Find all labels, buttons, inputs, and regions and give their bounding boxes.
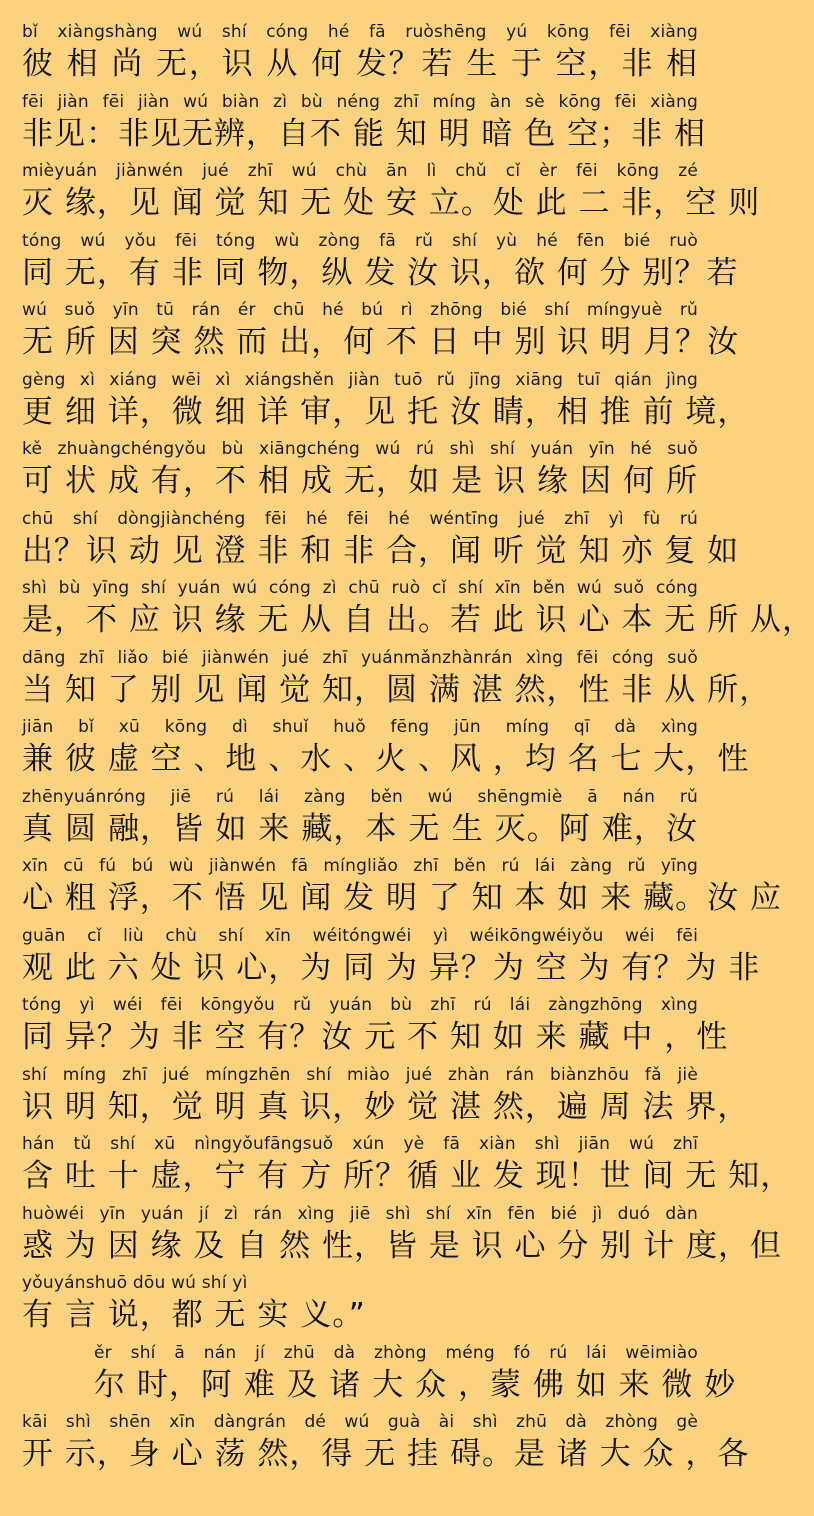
text-line: [22, 995, 729, 1065]
pinyin-annotation: chū shí dòngjiànchéng fēi hé fēi hé wéntīng jué zhī yì fù rú: [22, 508, 698, 529]
text-line: [22, 578, 814, 648]
pinyin-annotation: tóng wú yǒu fēi tóng wù zòng fā rǔ shí yù hé fēn bié ruò: [22, 230, 698, 251]
chinese-text: 彼 相 尚 无，识 从 何 发？若 生 于 空，非 相: [22, 46, 698, 82]
chinese-text: 观 此 六 处 识 心，为 同 为 异？为 空 为 有？为 非: [22, 949, 761, 986]
text-line: [22, 369, 750, 440]
chinese-text: 灭 缘，见 闻 觉 知 无 处 安 立。处 此 二 非，空 则: [22, 185, 761, 221]
chinese-text: 出？识 动 见 澄 非 和 非 合，闻 听 觉 知 亦 复 如: [22, 532, 740, 569]
pinyin-annotation: jiān bǐ xū kōng dì shuǐ huǒ fēng jūn míng qī dà xìng: [22, 717, 698, 737]
text-line: [22, 1203, 782, 1274]
text-line: [22, 22, 698, 92]
text-line: [22, 717, 750, 787]
text-body: [22, 22, 814, 1482]
text-line: [22, 925, 761, 996]
text-line: [22, 91, 706, 162]
chinese-text: 可 状 成 有，不 相 成 无，如 是 识 缘 因 何 所: [22, 463, 698, 499]
pinyin-annotation: shì bù yīng shí yuán wú cóng zì chū ruò cǐ shí xīn běn wú suǒ cóng: [22, 578, 698, 598]
chinese-text: 尔 时，阿 难 及 诸 大 众 ，蒙 佛 如 来 微 妙: [94, 1366, 737, 1403]
text-line: [22, 508, 740, 579]
pinyin-annotation: kě zhuàngchéngyǒu bù xiāngchéng wú rú shì shí yuán yīn hé suǒ: [22, 439, 698, 459]
chinese-text: 真 圆 融，皆 如 来 藏，本 无 生 灭。阿 难，汝: [22, 810, 698, 847]
text-line: [22, 300, 740, 370]
pinyin-annotation: bǐ xiàngshàng wú shí cóng hé fā ruòshēng yú kōng fēi xiàng: [22, 22, 698, 42]
pinyin-annotation: mièyuán jiànwén jué zhī wú chù ān lì chǔ cǐ èr fēi kōng zé: [22, 161, 698, 181]
chinese-text: 惑 为 因 缘 及 自 然 性，皆 是 识 心 分 别 计 度，但: [22, 1227, 782, 1264]
chinese-text: 识 明 知，觉 明 真 识，妙 觉 湛 然，遍 周 法 界，: [22, 1088, 750, 1125]
text-line: [22, 1273, 698, 1343]
text-line: [22, 1134, 793, 1204]
text-line: [22, 856, 782, 926]
pinyin-annotation: wú suǒ yīn tū rán ér chū hé bú rì zhōng bié shí míngyuè rǔ: [22, 300, 698, 320]
chinese-text: 含 吐 十 虚，宁 有 方 所？循 业 发 现！世 间 无 知，: [22, 1158, 793, 1194]
chinese-text: 开 示，身 心 荡 然，得 无 挂 碍。是 诸 大 众 ，各: [22, 1436, 750, 1472]
chinese-text: 同 无，有 非 同 物，纵 发 汝 识，欲 何 分 别？若: [22, 254, 739, 291]
chinese-text: 当 知 了 别 见 闻 觉 知，圆 满 湛 然，性 非 从 所，: [22, 671, 772, 708]
text-line: [22, 1412, 750, 1482]
chinese-text: 非见：非见无辨，自不 能 知 明 暗 色 空；非 相: [22, 115, 706, 152]
chinese-text: 无 所 因 突 然 而 出，何 不 日 中 别 识 明 月？汝: [22, 324, 740, 360]
text-line: [22, 647, 772, 718]
chinese-text: 更 细 详，微 细 详 审，见 托 汝 睛，相 推 前 境，: [22, 393, 750, 430]
pinyin-annotation: zhēnyuánróng jiē rú lái zàng běn wú shēngmiè ā nán rǔ: [22, 786, 698, 807]
pinyin-annotation: ěr shí ā nán jí zhū dà zhòng méng fó rú lái wēimiào: [94, 1342, 698, 1363]
chinese-text: 有 言 说，都 无 实 义。”: [22, 1297, 366, 1333]
text-line: [22, 230, 739, 301]
chinese-text: 心 粗 浮，不 悟 见 闻 发 明 了 知 本 如 来 藏。汝 应: [22, 880, 782, 916]
pinyin-annotation: xīn cū fú bú wù jiànwén fā míngliǎo zhī běn rú lái zàng rǔ yīng: [22, 856, 698, 876]
pinyin-annotation: hán tǔ shí xū nìngyǒufāngsuǒ xún yè fā xiàn shì jiān wú zhī: [22, 1134, 698, 1154]
pinyin-annotation: kāi shì shēn xīn dàngrán dé wú guà ài shì zhū dà zhòng gè: [22, 1412, 698, 1432]
text-line: [22, 439, 698, 509]
pinyin-annotation: tóng yì wéi fēi kōngyǒu rǔ yuán bù zhī rú lái zàngzhōng xìng: [22, 995, 698, 1015]
pinyin-annotation: gèng xì xiáng wēi xì xiángshěn jiàn tuō rǔ jīng xiāng tuī qián jìng: [22, 369, 698, 390]
text-line: [22, 1342, 737, 1413]
pinyin-annotation: dāng zhī liǎo bié jiànwén jué zhī yuánmǎnzhànrán xìng fēi cóng suǒ: [22, 647, 698, 668]
text-line: [22, 787, 698, 857]
chinese-text: 是，不 应 识 缘 无 从 自 出。若 此 识 心 本 无 所 从，: [22, 602, 814, 638]
pinyin-annotation: shí míng zhī jué míngzhēn shí miào jué zhàn rán biànzhōu fǎ jiè: [22, 1064, 698, 1085]
chinese-text: 兼 彼 虚 空 、地 、水 、火 、风 ，均 名 七 大，性: [22, 741, 750, 777]
pinyin-annotation: fēi jiàn fēi jiàn wú biàn zì bù néng zhī míng àn sè kōng fēi xiàng: [22, 91, 698, 112]
text-line: [22, 1064, 750, 1135]
text-line: [22, 161, 761, 231]
pinyin-annotation: guān cǐ liù chù shí xīn wéitóngwéi yì wéikōngwéiyǒu wéi fēi: [22, 925, 698, 946]
chinese-text: 同 异？为 非 空 有？汝 元 不 知 如 来 藏 中 ，性: [22, 1019, 729, 1055]
pinyin-annotation: huòwéi yīn yuán jí zì rán xìng jiē shì shí xīn fēn bié jì duó dàn: [22, 1203, 698, 1224]
pinyin-annotation: yǒuyánshuō dōu wú shí yì: [22, 1273, 248, 1293]
